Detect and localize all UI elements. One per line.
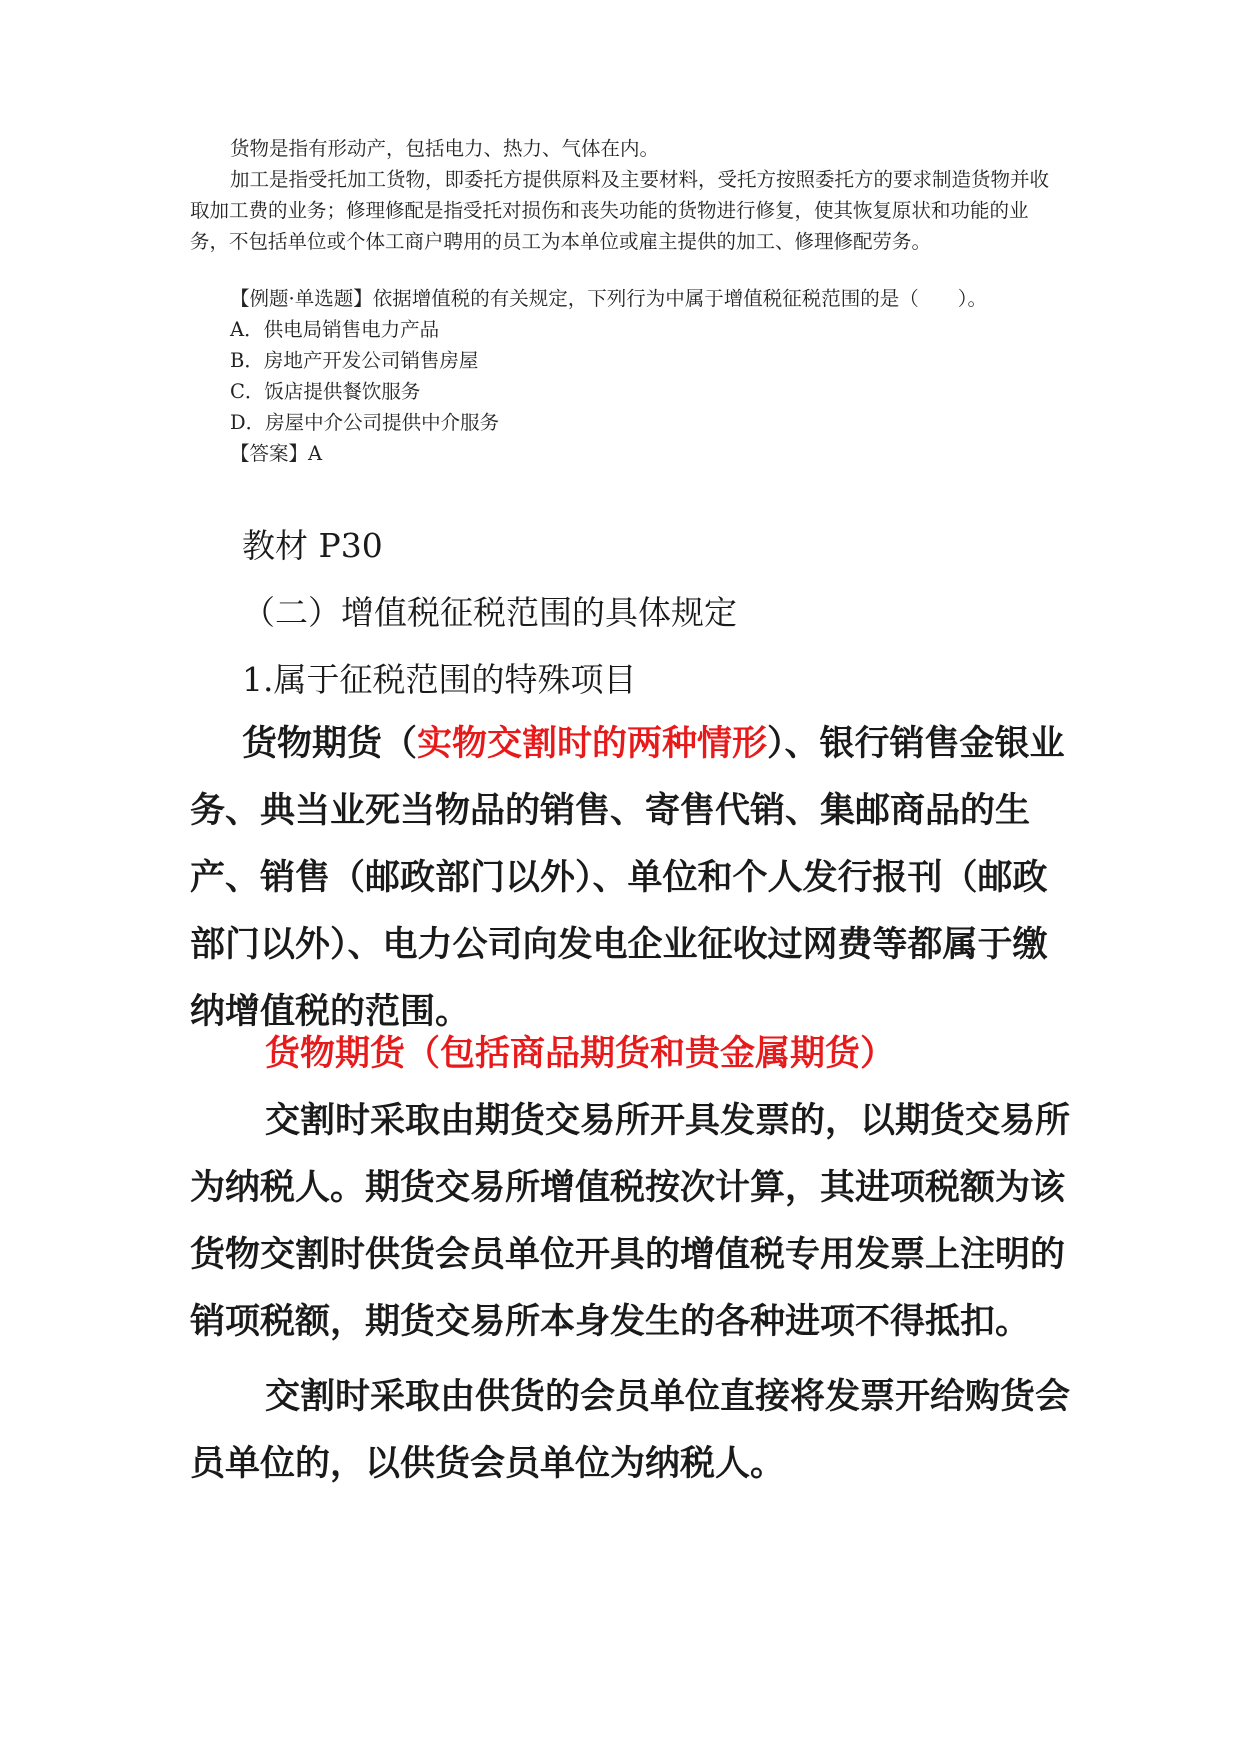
example-question (190, 283, 1060, 469)
special-items-paragraph (190, 710, 1070, 1045)
question-stem: 【例题·单选题】依据增值税的有关规定，下列行为中属于增值税征税范围的是（ ）。 (230, 287, 987, 310)
option-c: C．饭店提供餐饮服务 (230, 380, 421, 403)
option-d: D．房屋中介公司提供中介服务 (230, 411, 500, 434)
option-a: A．供电局销售电力产品 (230, 318, 440, 341)
special-items-highlight: 实物交割时的两种情形 (417, 723, 768, 764)
processing-definition: 加工是指受托加工货物，即委托方提供原料及主要材料，受托方按照委托方的要求制造货物并收取加工费的业务；修理修配是指受托对损伤和丧失功能的货物进行修复，使其恢复原状和功能的业务，不包括单位或个体工商户聘用的员工为本单位或雇主提供的加工、修理修配劳务。 (190, 168, 1050, 253)
special-items-lead: 货物期货（ (242, 723, 418, 764)
section-title: （二）增值税征税范围的具体规定 (242, 593, 737, 632)
futures-exchange-paragraph: 交割时采取由期货交易所开具发票的，以期货交易所为纳税人。期货交易所增值税按次计算，其进项税额为该货物交割时供货会员单位开具的增值税专用发票上注明的销项税额，期货交易所本身发生的各种进项不得抵扣。 (190, 1100, 1071, 1342)
answer: 【答案】A (230, 442, 323, 465)
futures-section (190, 1020, 1070, 1497)
futures-heading: 货物期货（包括商品期货和贵金属期货） (265, 1033, 896, 1074)
special-items-rest: ）、银行销售金银业务、典当业死当物品的销售、寄售代销、集邮商品的生产、销售（邮政部门以外）、单位和个人发行报刊（邮政部门以外）、电力公司向发电企业征收过网费等都属于缴纳增值税的范围。 (190, 723, 1065, 1032)
goods-definition: 货物是指有形动产，包括电力、热力、气体在内。 (230, 137, 660, 160)
intro-section (190, 133, 1060, 257)
textbook-reference: 教材 P30 (242, 526, 383, 565)
subsection-title: 1.属于征税范围的特殊项目 (242, 660, 637, 699)
main-section (190, 512, 1070, 713)
option-b: B．房地产开发公司销售房屋 (230, 349, 479, 372)
futures-member-paragraph: 交割时采取由供货的会员单位直接将发票开给购货会员单位的，以供货会员单位为纳税人。 (190, 1376, 1071, 1484)
